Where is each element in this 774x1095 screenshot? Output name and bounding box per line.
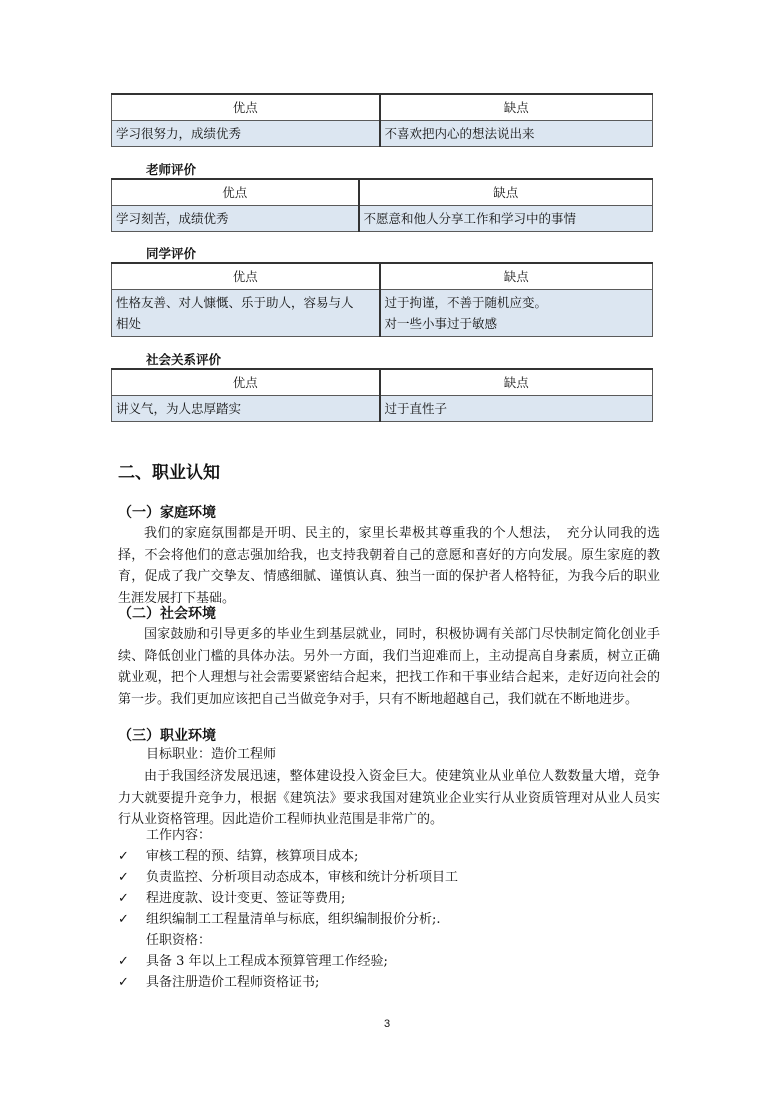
list-item-text: 审核工程的预、结算，核算项目成本; [146,849,359,864]
list-item [118,909,441,930]
table-cell-pros: 讲义气，为人忠厚踏实 [112,396,380,422]
page-number: 3 [383,1018,391,1030]
career-env-heading: （三）职业环境 [118,728,216,744]
table-header-cons: 缺点 [380,369,653,396]
table-header-cons: 缺点 [359,179,653,206]
list-item [118,888,345,909]
cell-line: 性格友善、对人慷慨、乐于助人，容易与人 [116,295,354,310]
table-cell-pros [112,290,380,337]
checkmark-icon: ✓ [118,849,129,864]
table-cell-pros: 学习刻苦，成绩优秀 [112,206,359,232]
family-env-paragraph: 我们的家庭氛围都是开明、民主的，家里长辈极其尊重我的个人想法， 充分认同我的选择，不会将他们的意志强加给我，也支持我朝着自己的意愿和喜好的方向发展。原生家庭的教育，促成了我广交挚友、情感细腻、谨慎认真、独当一面的保护者人格特征，为我今后的职业生涯发展打下基础。 [118,526,660,606]
table-header-pros: 优点 [112,179,359,206]
classmate-eval-title: 同学评价 [146,246,197,261]
list-item-text: 具备注册造价工程师资格证书; [146,975,320,990]
checkmark-icon: ✓ [118,870,129,885]
checkmark-icon: ✓ [118,954,129,969]
teacher-eval-title: 老师评价 [146,162,197,177]
checkmark-icon: ✓ [118,975,129,990]
list-item-text: 具备 3 年以上工程成本预算管理工作经验; [146,954,388,969]
cell-line: 过于拘谨，不善于随机应变。 [384,295,548,310]
list-item-text: 负责监控、分析项目动态成本，审核和统计分析项目工 [146,870,459,885]
list-item-text: 组织编制工工程量清单与标底，组织编制报价分析;. [146,912,441,927]
teacher-evaluation-table [111,178,653,232]
work-content-label: 工作内容： [146,828,212,843]
requirements-label: 任职资格： [146,933,212,948]
table-header-pros: 优点 [112,263,380,290]
classmate-evaluation-table [111,262,653,337]
list-item [118,846,358,867]
list-item-text: 程进度款、设计变更、签证等费用; [146,891,346,906]
table-header-pros: 优点 [112,369,380,396]
checkmark-icon: ✓ [118,912,129,927]
table-header-cons: 缺点 [380,94,653,121]
table-header-pros: 优点 [112,94,380,121]
section-title: 二、职业认知 [118,463,220,483]
table-cell-cons: 不愿意和他人分享工作和学习中的事情 [359,206,653,232]
social-env-heading: （二）社会环境 [118,606,216,622]
self-evaluation-table [111,93,653,147]
checkmark-icon: ✓ [118,891,129,906]
social-evaluation-table [111,368,653,422]
list-item [118,867,458,888]
table-header-cons: 缺点 [380,263,653,290]
cell-line: 对一些小事过于敏感 [384,316,498,331]
social-eval-title: 社会关系评价 [146,352,222,367]
table-cell-cons: 不喜欢把内心的想法说出来 [380,121,653,147]
table-cell-cons: 过于直性子 [380,396,653,422]
table-cell-pros: 学习很努力，成绩优秀 [112,121,380,147]
career-env-paragraph: 由于我国经济发展迅速，整体建设投入资金巨大。使建筑业从业单位人数数量大增，竞争力大就要提升竞争力，根据《建筑法》要求我国对建筑业企业实行从业资质管理对从业人员实行从业资格管理。因此造价工程师执业范围是非常广的。 [118,769,660,827]
list-item [118,951,388,972]
social-env-paragraph: 国家鼓励和引导更多的毕业生到基层就业，同时，积极协调有关部门尽快制定简化创业手续、降低创业门槛的具体办法。另外一方面，我们当迎难而上，主动提高自身素质，树立正确就业观，把个人理想与社会需要紧密结合起来，把找工作和干事业结合起来，走好迈向社会的第一步。我们更加应该把自己当做竞争对手，只有不断地超越自己，我们就在不断地进步。 [118,627,660,707]
list-item [118,972,319,993]
target-career: 目标职业：造价工程师 [146,747,277,762]
family-env-heading: （一）家庭环境 [118,505,216,521]
table-cell-cons [380,290,653,337]
cell-line: 相处 [116,316,142,331]
